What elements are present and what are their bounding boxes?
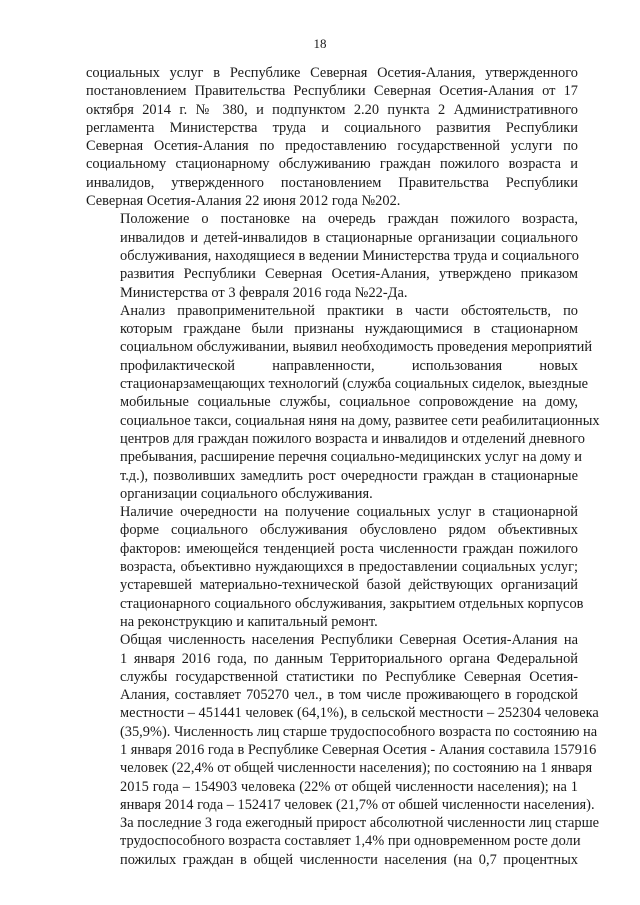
text-line: пожилых граждан в общей численности населения (на 0,7 процентных [120,851,578,868]
text-line: 2015 года – 154903 человека (22% от общей численности населения); на 1 [120,778,578,795]
text-line: Общая численность населения Республики Северная Осетия-Алания на [120,632,578,649]
paragraph [86,503,584,631]
paragraph [86,210,578,301]
text-line: 1 января 2016 года, по данным Территориального органа Федеральной [120,650,578,667]
text-line: стационарного социального обслуживания, закрытием отдельных корпусов [120,595,584,612]
page-number: 18 [313,36,327,51]
text-line: мобильные социальные службы, социальное сопровождение на дому, [120,394,578,411]
text-line: Положение о постановке на очередь граждан пожилого возраста, [120,211,578,228]
text-line: устаревшей материально-технической базой действующих организаций [120,577,578,594]
text-line: которым граждане были признаны нуждающимися в стационарном [120,321,578,338]
text-line: трудоспособного возраста составляет 1,4% при одновременном росте доли [120,833,581,850]
text-line: человек (22,4% от общей численности населения); по состоянию на 1 января [120,760,593,777]
text-line: социальном обслуживании, выявил необходимость проведения мероприятий [120,339,593,356]
text-line: инвалидов, утвержденного постановлением Правительства Республики [86,174,578,191]
text-line: т.д.), позволивших замедлить рост очередности граждан в стационарные [120,467,578,484]
text-line: октября 2014 г. № 380, и подпунктом 2.20 пункта 2 Административного [86,101,578,118]
text-line: социальному стационарному обслуживанию граждан пожилого возраста и [86,156,578,173]
text-line: на реконструкцию и капитальный ремонт. [120,613,378,630]
text-line: регламента Министерства труда и социального развития Республики [86,119,578,136]
text-line: социальное такси, социальная няня на дому, развитее сети реабилитационных [120,412,600,429]
text-line: Алания, составляет 705270 чел., в том числе проживающего в городской [120,687,578,704]
document-body [86,64,600,869]
text-line: факторов: имеющейся тенденцией роста численности граждан пожилого [120,540,578,557]
text-line: Наличие очередности на получение социальных услуг в стационарной [120,504,578,521]
text-line: местности – 451441 человек (64,1%), в сельской местности – 252304 человека [120,705,599,722]
text-line: обслуживания, находящиеся в ведении Министерства труда и социального [120,247,579,264]
paragraph [86,631,600,869]
text-line: центров для граждан пожилого возраста и инвалидов и отделений дневного [120,430,585,447]
text-line: Северная Осетия-Алания по предоставлению государственной услуги по [86,138,578,155]
text-line: форме социального обслуживания обусловлено рядом объективных [120,522,578,539]
paragraph [86,302,600,503]
text-line: 1 января 2016 года в Республике Северная Осетия - Алания составила 157916 [120,741,597,758]
text-line: Министерства от 3 февраля 2016 года №22-Да. [120,284,408,301]
text-line: (35,9%). Численность лиц старше трудоспособного возраста по состоянию на [120,723,598,740]
text-line: возраста, объективно нуждающихся в предоставлении социальных услуг; [120,559,578,576]
text-line: За последние 3 года ежегодный прирост абсолютной численности лиц старше [120,815,600,832]
text-line: января 2014 года – 152417 человек (21,7% от обшей численности населения). [120,796,595,813]
text-line: социальных услуг в Республике Северная Осетия-Алания, утвержденного [86,65,578,81]
text-line: пребывания, расширение перечня социально-медицинских услуг на дому и [120,449,582,466]
text-line: Северная Осетия-Алания 22 июня 2012 года №202. [86,193,401,210]
text-line: стационарзамещающих технологий (служба социальных сиделок, выездные [120,376,589,393]
paragraph [86,64,578,210]
text-line: профилактической направленности, использования новых [120,357,578,374]
text-line: службы государственной статистики по Республике Северная Осетия- [120,668,578,685]
text-line: организации социального обслуживания. [120,485,373,502]
text-line: развития Республики Северная Осетия-Алания, утверждено приказом [120,266,578,283]
text-line: постановлением Правительства Республики Северная Осетия-Алания от 17 [86,83,578,100]
text-line: Анализ правоприменительной практики в части обстоятельств, по [120,302,578,319]
text-line: инвалидов и детей-инвалидов в стационарные организации социального [120,229,578,246]
